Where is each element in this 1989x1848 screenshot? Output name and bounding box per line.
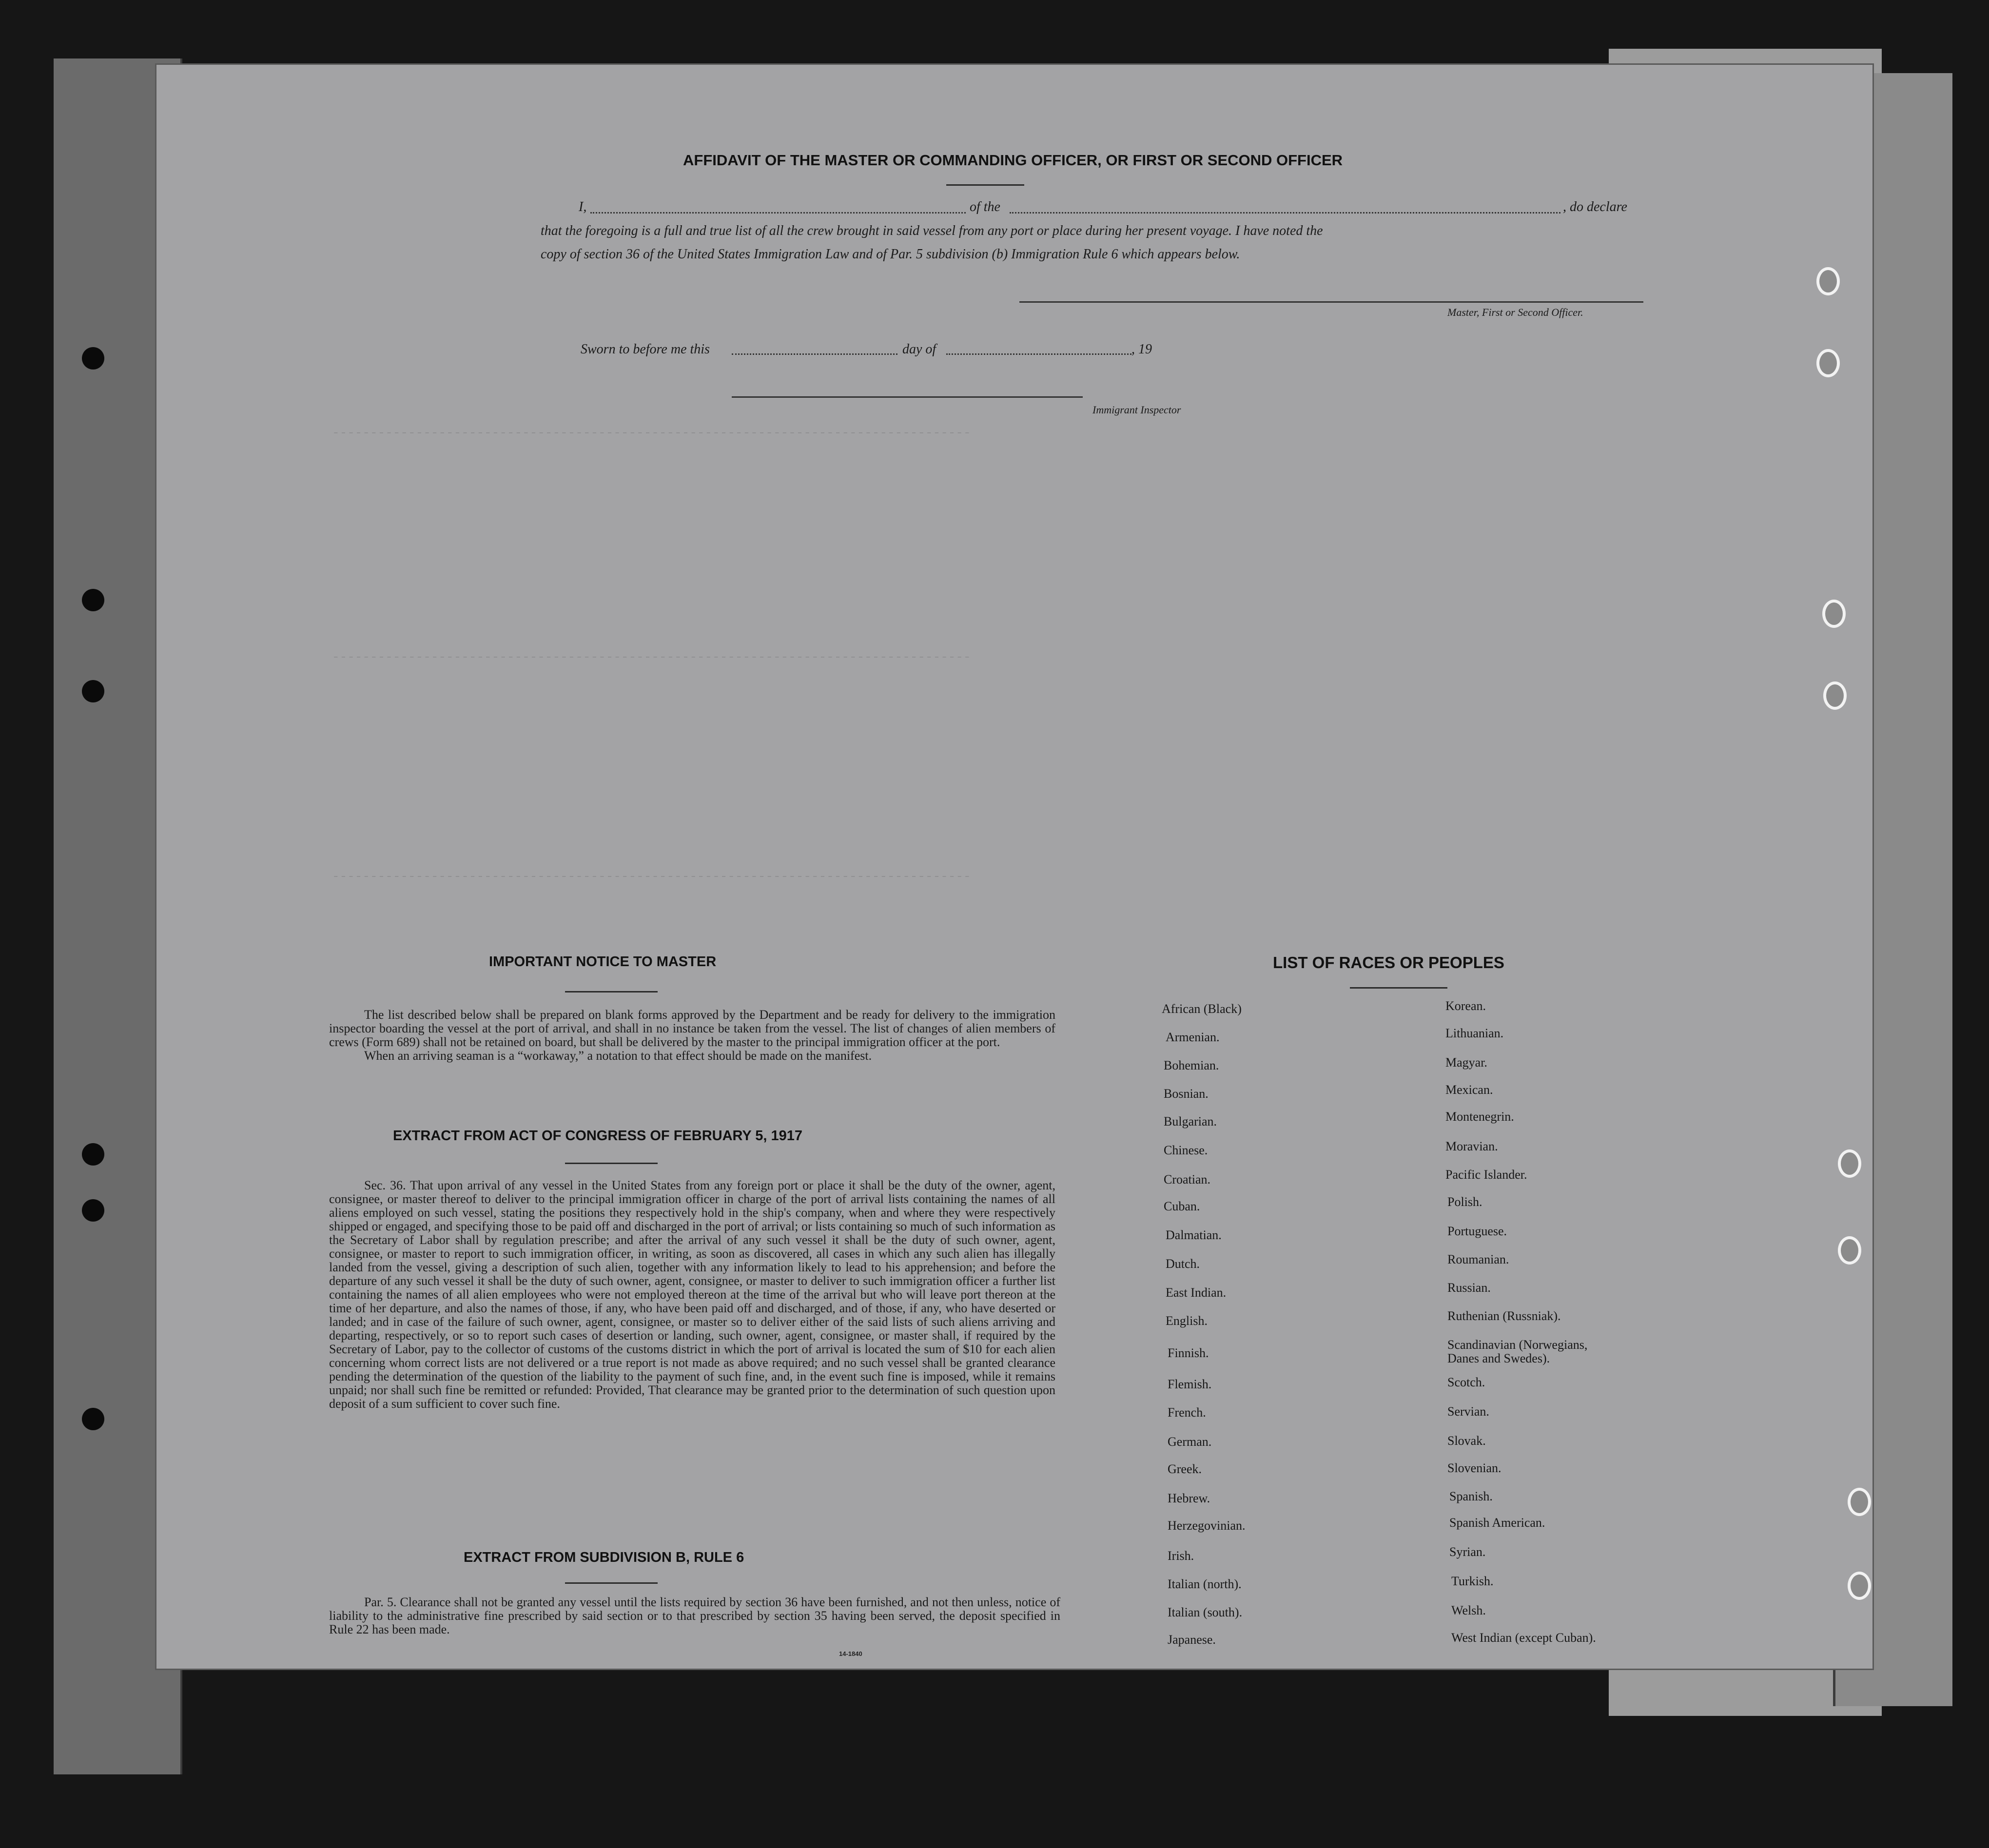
race-item: Herzegovinian. [1168,1518,1246,1533]
race-item: Bosnian. [1164,1087,1209,1101]
race-item: Russian. [1447,1281,1491,1295]
race-item: Armenian. [1166,1030,1220,1044]
race-item: English. [1166,1314,1208,1328]
race-item: East Indian. [1166,1285,1227,1300]
binding-hole [82,1143,104,1166]
rule-text-block [329,1595,1060,1636]
race-item: Bohemian. [1164,1058,1219,1072]
race-item: Scotch. [1447,1375,1485,1389]
race-item: Slovenian. [1447,1461,1502,1475]
notice-paragraph-2: When an arriving seaman is a “workaway,” a notation to that effect should be made on the manifest. [364,1049,872,1063]
affidavit-declare: , do declare [1563,199,1627,214]
race-item: Irish. [1168,1549,1194,1563]
race-item: Croatian. [1164,1172,1211,1187]
race-item: West Indian (except Cuban). [1451,1631,1596,1645]
binding-hole [82,589,104,611]
show-through-text: ------------------------------------------------------------------------------------ [332,426,971,440]
race-item: Bulgarian. [1164,1114,1217,1128]
master-signature-line[interactable] [1019,301,1643,303]
race-item: Roumanian. [1447,1252,1509,1266]
master-caption: Master, First or Second Officer. [1447,306,1583,318]
par-5-text: Par. 5. Clearance shall not be granted any vessel until the lists required by section 36 have been furnished, and not then unless, notice of liability to the administrative fine prescribed by said section or to that prescribed by section 35 having been served, the deposit specified in Rule 22 has been made. [329,1595,1060,1636]
notice-rule [565,991,658,992]
notice-paragraph-1: The list described below shall be prepared on blank forms approved by the Department and be ready for delivery to the immigration inspector boarding the vessel at the port of arrival, and shall in no instance be taken from the vessel. The list of changes of alien members of crews (Form 689) shall not be retained on board, but shall be delivered by the master to the principal immigration officer at the port. [329,1008,1055,1049]
notice-title: IMPORTANT NOTICE TO MASTER [489,954,717,970]
race-item: Spanish. [1449,1489,1493,1503]
race-item: Lithuanian. [1445,1026,1504,1040]
sworn-month-field[interactable] [946,353,1131,355]
binding-hole [1848,1488,1871,1516]
race-item: Dalmatian. [1166,1228,1222,1242]
race-item: Magyar. [1445,1055,1487,1070]
sworn-label: Sworn to before me this [581,342,710,357]
vessel-name-field[interactable] [1010,212,1560,214]
act-title: EXTRACT FROM ACT OF CONGRESS OF FEBRUARY 5, 1917 [393,1128,803,1144]
race-item: Syrian. [1449,1545,1486,1559]
races-rule [1350,987,1447,989]
binding-hole [1816,349,1840,377]
inspector-caption: Immigrant Inspector [1092,404,1181,416]
affidavit-i: I, [579,199,587,214]
races-title: LIST OF RACES OR PEOPLES [1273,953,1504,972]
race-item: Spanish American. [1449,1516,1545,1530]
race-item: German. [1168,1435,1212,1449]
rule-title: EXTRACT FROM SUBDIVISION B, RULE 6 [464,1550,744,1565]
affidavit-title: AFFIDAVIT OF THE MASTER OR COMMANDING OFFICER, OR FIRST OR SECOND OFFICER [683,152,1343,169]
binding-hole [82,1408,104,1430]
race-item: Dutch. [1166,1257,1200,1271]
affidavit-line-2: that the foregoing is a full and true list of all the crew brought in said vessel from any port or place during her present voyage. I have noted the [541,223,1323,238]
race-item: Mexican. [1445,1083,1493,1097]
affidavit-of-the: of the [970,199,1000,214]
section-36-text: Sec. 36. That upon arrival of any vessel in the United States from any foreign port or place it shall be the duty of the owner, agent, consignee, or master thereof to deliver to the principal immigration officer in charge of the port of arrival lists containing the names of all aliens employed on such vessel, stating the positions they respectively hold in the ship's company, when and where they were respectively shipped or engaged, and specifying those to be paid off and discharged in the port of arrival; or lists containing so much of such information as the Secretary of Labor shall by regulation prescribe; and after the arrival of any such vessel it shall be the duty of such owner, agent, consignee, or master to report to such immigration officer, in writing, as soon as discovered, all cases in which any such alien has illegally landed from the vessel, giving a description of such alien, together with any information likely to lead to his apprehension; and before the departure of any such vessel it shall be the duty of such owner, agent, consignee, or master to deliver to such immigration officer a further list containing the names of all alien employees who were not employed thereon at the time of the arrival but who will leave port thereon at the time of her departure, and also the names of those, if any, who have been paid off and discharged, and of those, if any, who have deserted or landed; and in case of the failure of such owner, agent, consignee, or master so to deliver either of the said lists of such aliens arriving and departing, respectively, or so to report such cases of desertion or landing, such owner, agent, consignee, or master shall, if required by the Secretary of Labor, pay to the collector of customs of the customs district in which the port of arrival is located the sum of $10 for each alien concerning whom correct lists are not delivered or a true report is not made as above required; and no such vessel shall be granted clearance pending the determination of the question of the liability to the payment of such fine, and, in the event such fine is imposed, while it remains unpaid; nor shall such fine be remitted or refunded: Provided, That clearance may be granted prior to the determination of such question upon deposit of a sum sufficient to cover such fine. [329,1178,1055,1411]
binding-hole [1838,1149,1861,1178]
race-item: Italian (south). [1168,1605,1243,1619]
show-through-text: ------------------------------------------------------------------------------------ [332,869,971,884]
binding-hole [82,1199,104,1222]
notice-text [329,1008,1055,1063]
race-item: French. [1168,1405,1206,1420]
show-through-text: ------------------------------------------------------------------------------------ [332,650,971,664]
manifest-reverse-page [155,63,1874,1670]
race-item: Scandinavian (Norwegians, Danes and Swedes). [1447,1338,1588,1365]
act-text-block [329,1179,1055,1411]
race-item: Finnish. [1168,1346,1209,1360]
binding-hole [1823,681,1847,710]
title-rule [946,184,1024,186]
race-item: Japanese. [1168,1633,1216,1647]
master-name-field[interactable] [590,212,966,214]
binding-hole [1838,1236,1861,1264]
race-item: Ruthenian (Russniak). [1447,1309,1561,1323]
race-item: Pacific Islander. [1445,1167,1527,1182]
race-item: African (Black) [1162,1002,1242,1016]
race-item: Greek. [1168,1462,1202,1476]
inspector-signature-line[interactable] [732,396,1083,398]
rule-rule [565,1582,658,1584]
binding-hole [82,347,104,370]
race-item: Flemish. [1168,1377,1212,1391]
affidavit-line-3: copy of section 36 of the United States Immigration Law and of Par. 5 subdivision (b) Immigration Rule 6 which appears below. [541,247,1240,262]
race-item: Moravian. [1445,1139,1498,1153]
race-item: Portuguese. [1447,1224,1507,1238]
race-item: Korean. [1445,999,1486,1013]
sworn-day-field[interactable] [732,353,897,355]
form-number: 14-1840 [839,1650,862,1657]
binding-hole [1816,267,1840,295]
race-item: Cuban. [1164,1199,1200,1213]
binding-hole [1848,1572,1871,1600]
race-item: Montenegrin. [1445,1109,1514,1124]
race-item: Turkish. [1451,1574,1494,1588]
race-item: Chinese. [1164,1143,1208,1157]
race-item: Servian. [1447,1404,1489,1419]
race-item: Hebrew. [1168,1491,1210,1505]
race-item: Slovak. [1447,1434,1486,1448]
act-rule [565,1163,658,1164]
race-item: Italian (north). [1168,1577,1242,1591]
binding-hole [82,680,104,702]
race-item: Welsh. [1451,1603,1486,1617]
day-of-label: day of [902,342,936,357]
binding-hole [1822,600,1846,628]
race-item: Polish. [1447,1195,1482,1209]
year-label: , 19 [1131,342,1152,357]
